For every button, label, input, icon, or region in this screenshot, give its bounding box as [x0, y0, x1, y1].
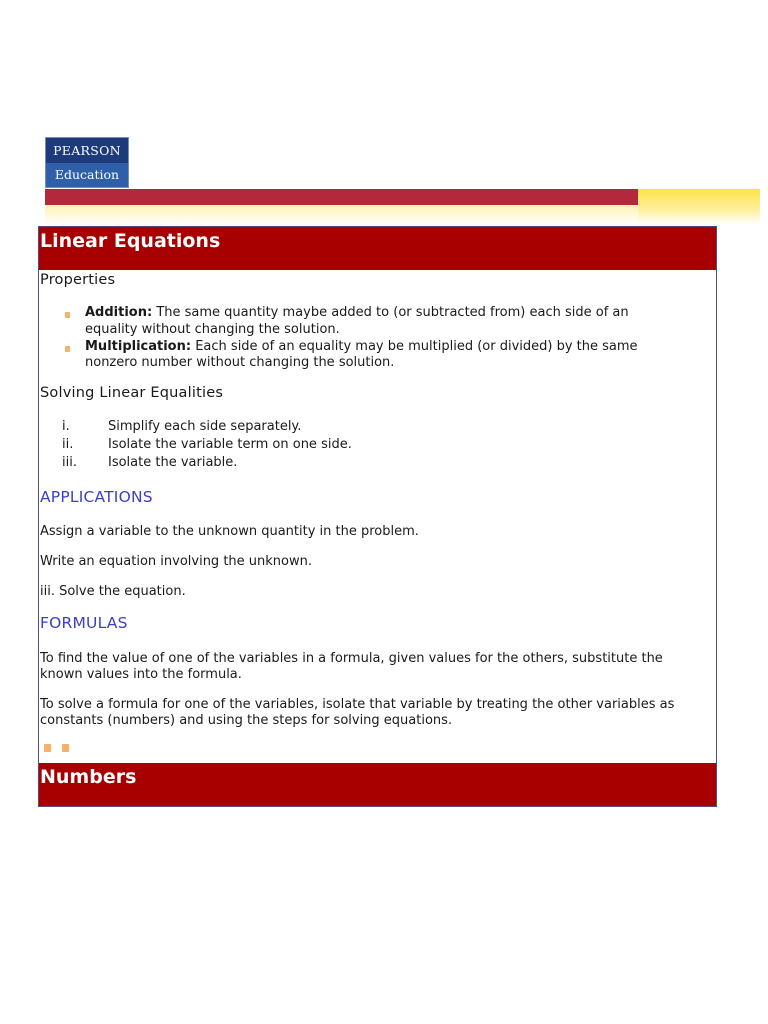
formulas-paragraph-line: To solve a formula for one of the variables, isolate that variable by treating the other variables as — [40, 697, 675, 712]
applications-line: Assign a variable to the unknown quantity in the problem. — [40, 524, 419, 539]
header-band-red — [45, 189, 638, 205]
property-multiplication-line2: nonzero number without changing the solution. — [85, 355, 395, 370]
square-bullet-icon — [62, 744, 69, 752]
property-multiplication-text: Each side of an equality may be multiplied (or divided) by the same — [195, 339, 638, 354]
formulas-paragraph-line: constants (numbers) and using the steps for solving equations. — [40, 713, 453, 728]
step-numeral: iii. — [62, 455, 77, 470]
formulas-heading: FORMULAS — [40, 614, 128, 632]
section-title-numbers: Numbers — [39, 763, 716, 806]
properties-heading: Properties — [40, 272, 116, 288]
step-text: Isolate the variable term on one side. — [108, 437, 352, 452]
step-text: Simplify each side separately. — [108, 419, 302, 434]
applications-line: Write an equation involving the unknown. — [40, 554, 312, 569]
step-numeral: ii. — [62, 437, 74, 452]
step-text: Isolate the variable. — [108, 455, 238, 470]
property-addition-line1 — [85, 305, 629, 322]
property-addition-text: The same quantity maybe added to (or subtracted from) each side of an — [156, 305, 629, 320]
pearson-education-logo — [45, 137, 129, 188]
property-multiplication-line1 — [85, 339, 638, 356]
property-addition-line2: equality without changing the solution. — [85, 322, 340, 337]
bullet-icon — [65, 312, 70, 318]
header-band-fade — [45, 205, 638, 225]
content-box — [38, 226, 717, 807]
section-title-linear-equations: Linear Equations — [39, 227, 716, 270]
step-numeral: i. — [62, 419, 70, 434]
formulas-paragraph-line: known values into the formula. — [40, 667, 242, 682]
applications-heading: APPLICATIONS — [40, 488, 153, 506]
formulas-paragraph-line: To find the value of one of the variables in a formula, given values for the others, substitute the — [40, 651, 663, 666]
property-addition-term: Addition: — [85, 305, 153, 320]
square-bullet-icon — [44, 744, 51, 752]
logo-bottom-text: Education — [46, 163, 128, 187]
applications-line: iii. Solve the equation. — [40, 584, 186, 599]
logo-top-text: PEARSON — [46, 138, 128, 163]
solving-heading: Solving Linear Equalities — [40, 385, 224, 401]
bullet-icon — [65, 346, 70, 352]
header-band-yellow — [638, 189, 760, 225]
property-multiplication-term: Multiplication: — [85, 339, 192, 354]
